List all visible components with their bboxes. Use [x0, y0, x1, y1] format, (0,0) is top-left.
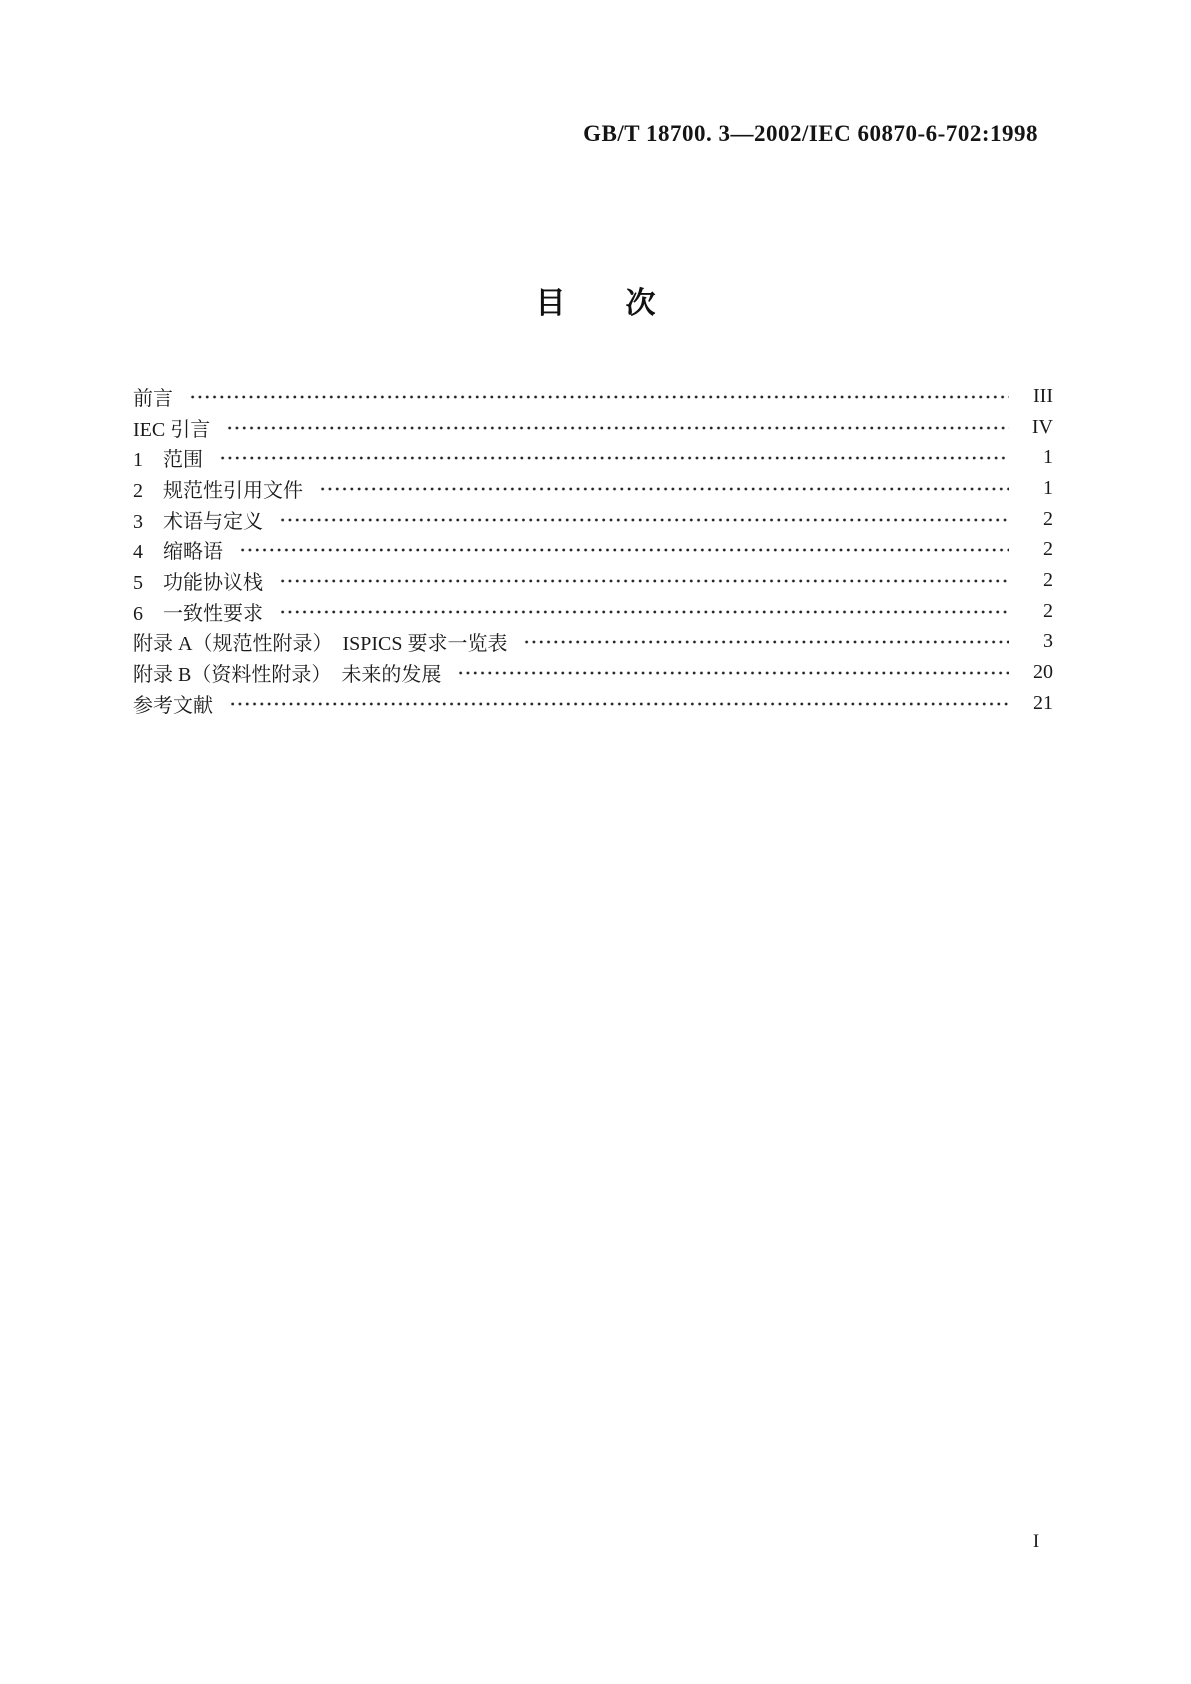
toc-entry-label: 前言	[133, 387, 173, 410]
dot-leader	[279, 578, 1009, 584]
toc-entry-page: 2	[1043, 568, 1053, 591]
standard-number: GB/T 18700. 3—2002/IEC 60870-6-702:1998	[583, 121, 1038, 146]
toc-entry-page: 1	[1043, 476, 1053, 499]
page-title: 目 次	[535, 287, 656, 320]
toc-entry-label: 5 功能协议栈	[133, 571, 263, 594]
toc-entry-page: 1	[1043, 446, 1053, 469]
dot-leader	[226, 425, 1009, 431]
table-of-contents	[133, 381, 1053, 719]
dot-leader	[189, 394, 1009, 400]
page-number: I	[1032, 1531, 1040, 1552]
toc-entry-label: 3 术语与定义	[133, 510, 263, 533]
toc-entry	[133, 473, 1053, 504]
dot-leader	[229, 701, 1009, 707]
toc-entry-label: 6 一致性要求	[133, 602, 263, 625]
dot-leader	[279, 517, 1009, 523]
toc-entry	[133, 688, 1053, 719]
dot-leader	[319, 486, 1009, 492]
toc-entry-page: 2	[1043, 599, 1053, 622]
toc-entry-page: 21	[1033, 691, 1053, 714]
toc-entry-label: 4 缩略语	[133, 541, 223, 564]
toc-entry-label: 附录 B（资料性附录） 未来的发展	[133, 664, 442, 687]
toc-entry-label: 附录 A（规范性附录） ISPICS 要求一览表	[133, 633, 508, 656]
toc-entry-page: 2	[1043, 538, 1053, 561]
toc-entry-label: 1 范围	[133, 449, 203, 472]
toc-entry	[133, 627, 1053, 658]
toc-entry-page: 2	[1043, 507, 1053, 530]
toc-entry	[133, 442, 1053, 473]
toc-entry	[133, 565, 1053, 596]
toc-entry-page: III	[1033, 384, 1053, 407]
dot-leader	[457, 670, 1009, 676]
toc-entry	[133, 534, 1053, 565]
toc-entry	[133, 596, 1053, 627]
dot-leader	[523, 639, 1009, 645]
toc-entry	[133, 412, 1053, 443]
toc-entry	[133, 504, 1053, 535]
toc-entry	[133, 381, 1053, 412]
toc-entry-label: IEC 引言	[133, 418, 211, 441]
toc-entry-page: IV	[1031, 415, 1053, 438]
toc-entry-page: 3	[1043, 630, 1053, 653]
toc-entry-label: 参考文献	[133, 694, 213, 717]
toc-entry	[133, 657, 1053, 688]
dot-leader	[219, 455, 1009, 461]
dot-leader	[239, 547, 1009, 553]
toc-entry-page: 20	[1033, 661, 1053, 684]
toc-entry-label: 2 规范性引用文件	[133, 479, 303, 502]
dot-leader	[279, 609, 1009, 615]
